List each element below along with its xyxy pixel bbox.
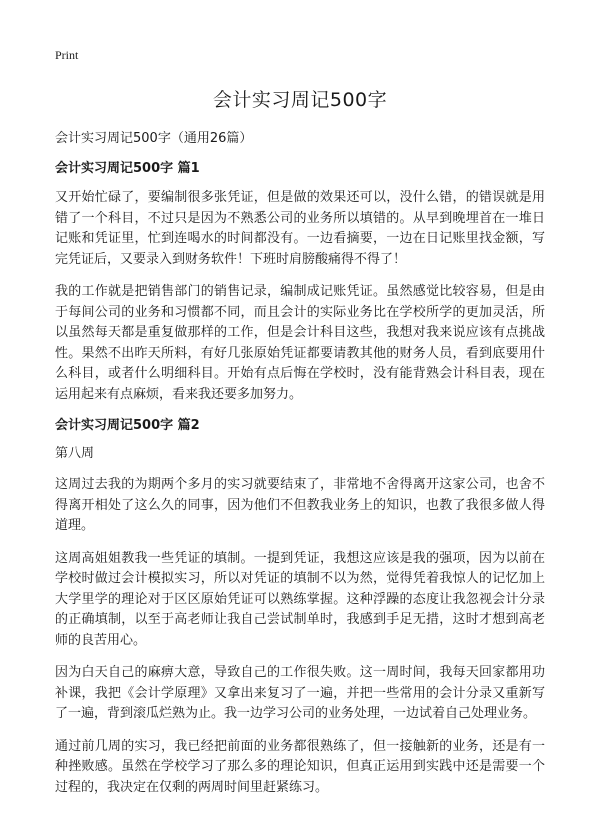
- print-link[interactable]: Print: [55, 48, 79, 62]
- paragraph: 又开始忙碌了，要编制很多张凭证，但是做的效果还可以，没什么错，的错误就是用错了一个科目，不过只是因为不熟悉公司的业务所以填错的。从早到晚埋首在一堆日记账和凭证里，忙到连喝水的时间都没有。一边看摘要，一边在日记账里找金额，写完凭证后，又要录入到财务软件！下班时肩膀酸痛得不得了！: [55, 190, 545, 267]
- paragraph: 因为白天自己的麻痹大意，导致自己的工作很失败。这一周时间，我每天回家都用功补课，我把《会计学原理》又拿出来复习了一遍，并把一些常用的会计分录又重新写了一遍，背到滚瓜烂熟为止。我一边学习公司的业务处理，一边试着自己处理业务。: [55, 665, 545, 721]
- section-2: [55, 417, 545, 798]
- paragraph: 这周高姐姐教我一些凭证的填制。一提到凭证，我想这应该是我的强项，因为以前在学校时做过会计模拟实习，所以对凭证的填制不以为然，觉得凭着我惊人的记忆加上大学里学的理论对于区区原始凭证可以熟练掌握。这种浮躁的态度让我忽视会计分录的正确填制，以至于高老师让我自己尝试制单时，我感到手足无措，这时才想到高老师的良苦用心。: [55, 550, 545, 648]
- section-heading: 会计实习周记500字 篇1: [55, 161, 200, 176]
- paragraph: 我的工作就是把销售部门的销售记录，编制成记账凭证。虽然感觉比较容易，但是由于每间公司的业务和习惯都不同，而且会计的实际业务比在学校所学的更加灵活，所以虽然每天都是重复做那样的工作，但是会计科目这些，我想对我来说应该有点挑战性。果然不出昨天所料，有好几张原始凭证都要请教其他的财务人员，看到底要用什么科目，或者什么明细科目。开始有点后悔在学校时，没有能背熟会计科目表，现在运用起来有点麻烦，看来我还要多加努力。: [55, 284, 545, 402]
- section-heading: 会计实习周记500字 篇2: [55, 418, 200, 433]
- paragraph: 这周过去我的为期两个多月的实习就要结束了，非常地不舍得离开这家公司，也舍不得离开相处了这么久的同事，因为他们不但教我业务上的知识，也教了我很多做人得道理。: [55, 477, 545, 533]
- page-title: 会计实习周记500字: [212, 89, 388, 111]
- document-subtitle: 会计实习周记500字（通用26篇）: [55, 131, 253, 146]
- paragraph: 通过前几周的实习，我已经把前面的业务都很熟练了，但一接触新的业务，还是有一种挫败感。虽然在学校学习了那么多的理论知识，但真正运用到实践中还是需要一个过程的，我决定在仅剩的两周时间里赶紧练习。: [55, 738, 545, 795]
- section-1: [55, 160, 545, 405]
- week-label: 第八周: [55, 446, 95, 461]
